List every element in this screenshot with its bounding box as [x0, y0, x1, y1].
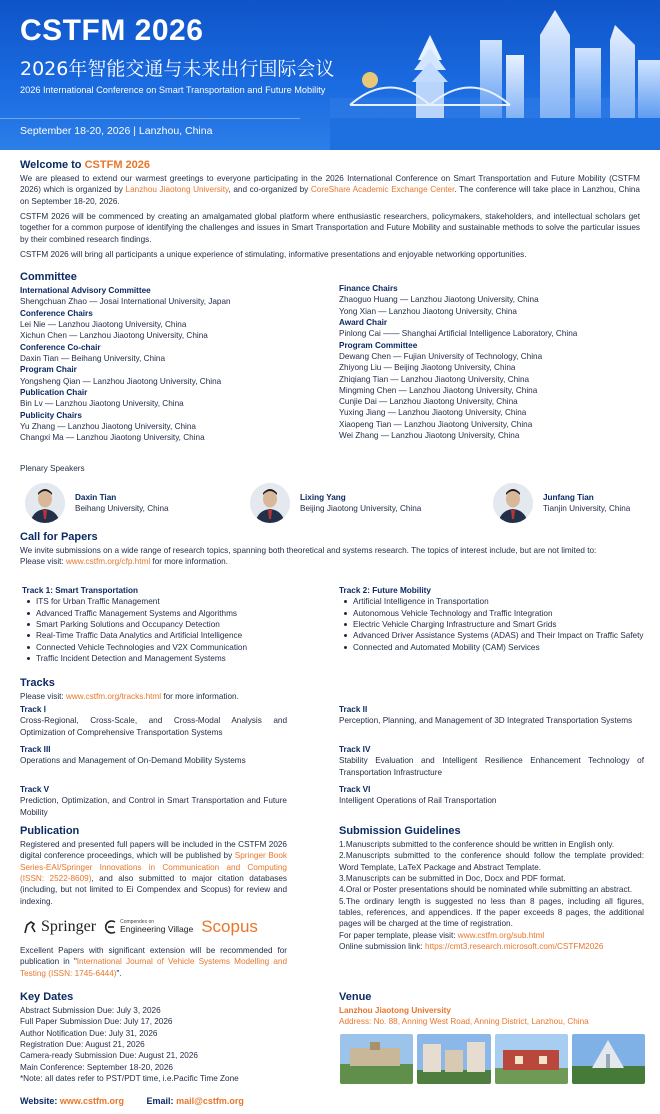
welcome-heading: Welcome to CSTFM 2026 — [20, 159, 151, 171]
committee-role: Publicity Chairs — [20, 410, 82, 420]
campus-photo-1 — [340, 1034, 413, 1084]
springer-horse-icon — [22, 919, 38, 935]
journal-link[interactable]: International Journal of Vehicle Systems Modelling and Testing (ISSN: 1745-6444) — [20, 957, 287, 978]
committee-heading: Committee — [20, 271, 77, 283]
date-item: Registration Due: August 21, 2026 — [20, 1040, 145, 1050]
cfp-visit: Please visit: www.cstfm.org/cfp.html for more information. — [20, 557, 228, 567]
track-name: Track VI — [339, 785, 371, 794]
website-link[interactable]: www.cstfm.org — [59, 1096, 125, 1106]
venue-heading: Venue — [339, 991, 372, 1003]
topic-item: Connected and Automated Mobility (CAM) Services — [339, 642, 644, 653]
track-name: Track III — [20, 745, 51, 754]
track1-title: Track 1: Smart Transportation — [22, 586, 139, 595]
date-item: Camera-ready Submission Due: August 21, 2026 — [20, 1051, 198, 1061]
divider — [0, 118, 300, 119]
springer-logo: Springer — [41, 917, 97, 935]
guideline-item: 2.Manuscripts submitted to the conference should follow the template provided: Word Template, LaTeX Package and Abstract Template. — [339, 851, 644, 872]
cfp-section — [20, 530, 640, 568]
committee-member: Bin Lv — Lanzhou Jiaotong University, China — [20, 399, 184, 409]
tracks-heading: Tracks — [20, 677, 55, 689]
committee-role: Program Chair — [20, 365, 77, 375]
committee-member: Zhiqiang Tian — Lanzhou Jiaotong University, China — [339, 374, 530, 384]
date-item: Full Paper Submission Due: July 17, 2026 — [20, 1017, 173, 1027]
publication-paragraph-2: Excellent Papers with significant extension will be recommended for publication in "International Journal of Vehicle Systems Modelling and Testing (ISSN: 1745-6444)". — [20, 946, 287, 978]
topic-item: Smart Parking Solutions and Occupancy Detection — [22, 619, 302, 630]
topic-item: ITS for Urban Traffic Management — [22, 596, 302, 607]
campus-photo-4 — [572, 1034, 645, 1084]
date-item: Abstract Submission Due: July 3, 2026 — [20, 1006, 161, 1016]
committee-role: Finance Chairs — [339, 284, 398, 293]
topic-item: Electric Vehicle Charging Infrastructure and Smart Grids — [339, 619, 644, 630]
committee-member: Dewang Chen — Fujian University of Technology, China — [339, 351, 543, 361]
committee-member: Daxin Tian — Beihang University, China — [20, 354, 166, 364]
welcome-section — [20, 158, 640, 260]
online-submission-line: Online submission link: https://cmt3.research.microsoft.com/CSTFM2026 — [339, 941, 604, 951]
track-name: Track IV — [339, 745, 371, 754]
cfp-link[interactable]: www.cstfm.org/cfp.html — [65, 557, 151, 567]
committee-member: Yongsheng Qian — Lanzhou Jiaotong University, China — [20, 376, 222, 386]
committee-member: Cunjie Dai — Lanzhou Jiaotong University, China — [339, 397, 518, 407]
speaker-photo — [25, 483, 65, 523]
publication-paragraph-1: Registered and presented full papers will be included in the CSTFM 2026 digital conference proceedings, which will be published by Springer Book Series-EAI/Springer Innovations in Communication and Computing (ISSN: 2522-8609), and also submitted to major citation databases (including, but not limited to Ei Compendex and Scopus) for review and indexing. — [20, 840, 287, 906]
track-description: Prediction, Optimization, and Control in Smart Transportation and Future Mobility — [20, 796, 287, 817]
venue-address: Address: No. 88, Anning West Road, Anning District, Lanzhou, China — [339, 1017, 589, 1027]
engineering-village-icon — [104, 919, 118, 935]
committee-member: Wei Zhang — Lanzhou Jiaotong University, China — [339, 431, 520, 441]
topic-item: Real-Time Traffic Data Analytics and Artificial Intelligence — [22, 630, 302, 641]
committee-member: Zhaoguo Huang — Lanzhou Jiaotong University, China — [339, 295, 539, 305]
track-description: Operations and Management of On-Demand Mobility Systems — [20, 756, 246, 766]
track-description: Cross-Regional, Cross-Scale, and Cross-Modal Analysis and Optimization of Comprehensive Transportation Systems — [20, 716, 287, 737]
guidelines-section — [339, 824, 644, 952]
conference-title: CSTFM 2026 — [20, 14, 204, 47]
committee-member: Yuxing Jiang — Lanzhou Jiaotong University, China — [339, 408, 527, 418]
date-location: September 18-20, 2026 | Lanzhou, China — [20, 125, 213, 137]
track-description: Perception, Planning, and Management of 3D Integrated Transportation Systems — [339, 716, 633, 726]
track2-block — [339, 585, 644, 653]
cfp-intro: We invite submissions on a wide range of research topics, spanning both theoretical and systems research. The topics of interest include, but are not limited to: — [20, 546, 597, 556]
track-name: Track II — [339, 705, 368, 714]
date-item: Author Notification Due: July 31, 2026 — [20, 1028, 158, 1038]
committee-member: Lei Nie — Lanzhou Jiaotong University, China — [20, 320, 187, 330]
committee-role: International Advisory Committee — [20, 286, 151, 296]
topic-item: Connected Vehicle Technologies and V2X Communication — [22, 642, 302, 653]
committee-role: Conference Chairs — [20, 308, 93, 318]
speaker-name: Lixing Yang — [300, 492, 346, 502]
track-name: Track V — [20, 785, 50, 794]
track-item — [20, 704, 287, 738]
tracks-section — [20, 676, 640, 702]
campus-photo-3 — [495, 1034, 568, 1084]
track1-block — [22, 585, 302, 664]
topic-item: Advanced Traffic Management Systems and Algorithms — [22, 608, 302, 619]
email-link[interactable]: mail@cstfm.org — [176, 1096, 244, 1106]
track-item — [339, 744, 644, 778]
committee-member: Yong Xian — Lanzhou Jiaotong University, China — [339, 306, 517, 316]
committee-member: Xiaopeng Tian — Lanzhou Jiaotong University, China — [339, 419, 533, 429]
track-name: Track Ⅰ — [20, 705, 47, 714]
speaker-name: Junfang Tian — [543, 492, 594, 502]
speaker-photo — [493, 483, 533, 523]
venue-name: Lanzhou Jiaotong University — [339, 1006, 451, 1016]
committee-right — [339, 283, 639, 441]
conference-title-english: 2026 International Conference on Smart Transportation and Future Mobility — [20, 85, 326, 95]
speaker-card — [250, 483, 421, 523]
guideline-item: 1.Manuscripts submitted to the conference should be written in English only. — [339, 840, 615, 850]
welcome-paragraph-1: We are pleased to extend our warmest greetings to everyone participating in the 2026 International Conference on Smart Transportation and Future Mobility (CSTFM 2026) which is organized by Lanzhou Jiaotong University, and co-organized by CoreShare Academic Exchange Center. The conference will take place in Lanzhou, China on September 18-20, 2026. — [20, 174, 640, 206]
guideline-item: 5.The ordinary length is suggested no less than 8 pages, including all figures, tables, references, and appendices. If the paper exceeds 8 pages, the additional pages will be charged at the time of registration. — [339, 896, 644, 929]
speaker-affiliation: Beijing Jiaotong University, China — [300, 504, 422, 513]
date-item: Main Conference: September 18-20, 2026 — [20, 1062, 173, 1072]
speakers-heading: Plenary Speakers — [20, 464, 85, 473]
cfp-heading: Call for Papers — [20, 531, 98, 543]
track2-title: Track 2: Future Mobility — [339, 586, 431, 595]
committee-left — [20, 270, 320, 444]
committee-role: Program Committee — [339, 340, 418, 350]
speaker-card — [25, 483, 169, 523]
guidelines-heading: Submission Guidelines — [339, 825, 461, 837]
compendex-logo: Compendex on Engineering Village — [120, 919, 194, 935]
online-submission-link[interactable]: https://cmt3.research.microsoft.com/CSTFM2026 — [425, 941, 604, 951]
guideline-item: 4.Oral or Poster presentations should be nominated while submitting an abstract. — [339, 885, 633, 895]
committee-member: Mingming Chen — Lanzhou Jiaotong University, China — [339, 385, 538, 395]
committee-member: Yu Zhang — Lanzhou Jiaotong University, China — [20, 421, 196, 431]
committee-member: Pinlong Cai —— Shanghai Artificial Intelligence Laboratory, China — [339, 329, 578, 339]
footer-contact: Website: www.cstfm.org Email: mail@cstfm.org — [20, 1096, 244, 1106]
template-link[interactable]: www.cstfm.org/sub.html — [457, 930, 545, 940]
track-item — [20, 744, 287, 767]
city-skyline-illustration — [330, 0, 660, 150]
co-organizer-link[interactable]: CoreShare Academic Exchange Center — [310, 185, 455, 195]
speaker-card — [493, 483, 630, 523]
campus-photo-2 — [417, 1034, 491, 1084]
committee-role: Publication Chair — [20, 387, 88, 397]
committee-role: Award Chair — [339, 317, 388, 327]
speaker-affiliation: Beihang University, China — [75, 504, 169, 513]
key-dates-section — [20, 990, 310, 1084]
welcome-paragraph-2: CSTFM 2026 will be commenced by creating an amalgamated global platform where enthusiastic researchers, policymakers, stakeholders, and intellectual scholars get together for a common purpose of identifying the challenges and issues in Smart Transportation and Future Mobility and sustainable methods to solve the particular issues by their combined research findings. — [20, 212, 640, 244]
venue-section — [339, 990, 644, 1028]
speaker-name: Daxin Tian — [75, 492, 117, 502]
publisher-link[interactable]: Springer Book Series-EAI/Springer Innovations in Communication and Computing (ISSN: 2522-8609) — [20, 851, 287, 884]
organizer-link[interactable]: Lanzhou Jiaotong University — [125, 185, 229, 195]
track-item — [339, 704, 644, 727]
track-description: Intelligent Operations of Rail Transportation — [339, 796, 497, 806]
publication-section — [20, 824, 287, 907]
tracks-visit: Please visit: www.cstfm.org/tracks.html for more information. — [20, 692, 239, 702]
committee-member: Zhiyong Liu — Beijing Jiaotong University, China — [339, 363, 516, 373]
committee-member: Xichun Chen — Lanzhou Jiaotong University, China — [20, 331, 208, 341]
scopus-logo: Scopus — [201, 917, 258, 937]
publication-heading: Publication — [20, 825, 80, 837]
committee-role: Conference Co-chair — [20, 342, 101, 352]
topic-item: Traffic Incident Detection and Management Systems — [22, 653, 302, 664]
header-banner — [0, 0, 660, 150]
track-item — [339, 784, 644, 807]
topic-item: Advanced Driver Assistance Systems (ADAS) and Their Impact on Traffic Safety — [339, 630, 644, 641]
key-dates-heading: Key Dates — [20, 991, 74, 1003]
topic-item: Artificial Intelligence in Transportation — [339, 596, 644, 607]
speaker-photo — [250, 483, 290, 523]
welcome-paragraph-3: CSTFM 2026 will bring all participants a unique experience of stimulating, informative presentations and enjoyable networking opportunities. — [20, 250, 527, 260]
committee-member: Changxi Ma — Lanzhou Jiaotong University, China — [20, 433, 205, 443]
guideline-item: 3.Manuscripts can be submitted in Doc, Docx and PDF format. — [339, 874, 566, 884]
committee-member: Shengchuan Zhao — Josai International University, Japan — [20, 297, 231, 307]
track-item — [20, 784, 287, 818]
track-description: Stability Evaluation and Intelligent Resilience Enhancement Technology of Transportation Infrastructure — [339, 756, 644, 777]
indexing-logos — [22, 914, 292, 940]
conference-title-chinese: 2026年智能交通与未来出行国际会议 — [20, 58, 335, 80]
topic-item: Autonomous Vehicle Technology and Traffic Integration — [339, 608, 644, 619]
tracks-link[interactable]: www.cstfm.org/tracks.html — [65, 692, 162, 702]
speaker-affiliation: Tianjin University, China — [543, 504, 631, 513]
date-item: *Note: all dates refer to PST/PDT time, i.e.Pacific Time Zone — [20, 1074, 239, 1084]
template-line: For paper template, please visit: www.cstfm.org/sub.html — [339, 930, 545, 940]
